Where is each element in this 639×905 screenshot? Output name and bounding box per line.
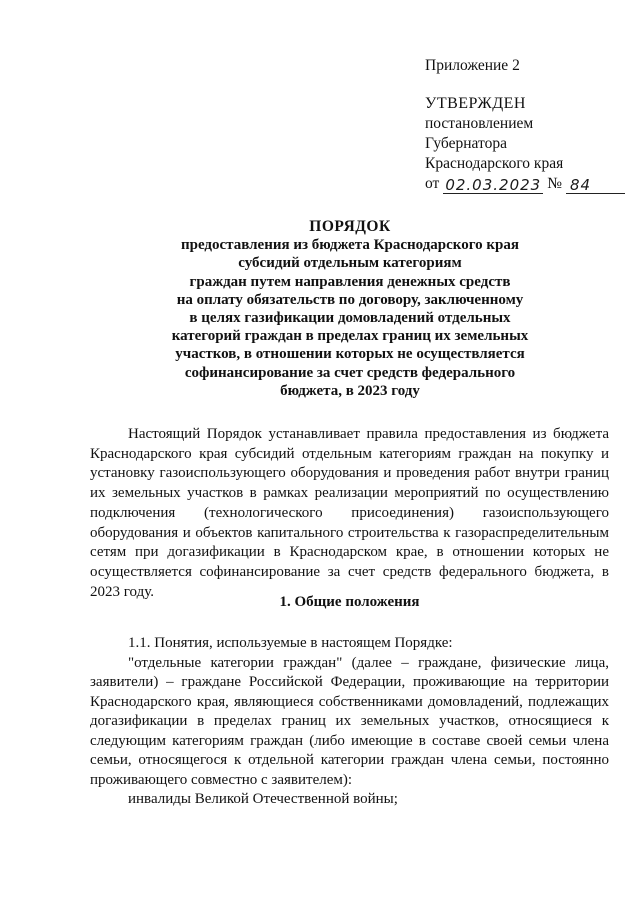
intro-paragraph: Настоящий Порядок устанавливает правила предоставления из бюджета Краснодарского края субсидий отдельным категориям граждан на покупку и установку газоиспользующего оборудования и проведения работ внутри границ их земельных участков в рамках реализации мероприятий по осуществлению подключения (технологического присоединения) газоиспользующего оборудования и объектов капитального строительства к газораспределительным сетям при догазификации в Краснодарском крае, в отношении которых не осуществляется софинансирование за счет средств федерального бюджета, в 2023 году. xyxy=(90,426,609,600)
category-item: инвалиды Великой Отечественной войны; xyxy=(128,791,398,807)
title-line: бюджета, в 2023 году xyxy=(280,382,420,399)
title-line: участков, в отношении которых не осуществляется xyxy=(175,346,525,363)
handwritten-date: 02.03.2023 xyxy=(445,176,542,194)
handwritten-number: 84 xyxy=(566,177,625,194)
title-line: софинансирование за счет средств федерального xyxy=(184,364,516,381)
approval-line-resolution: постановлением xyxy=(425,115,534,132)
section-body xyxy=(90,634,609,810)
title-line: субсидий отдельным категориям xyxy=(238,255,462,272)
title-line: в целях газификации домовладений отдельных xyxy=(189,310,511,327)
approval-line-region: Краснодарского края xyxy=(425,155,564,172)
title-line: категорий граждан в пределах границ их земельных xyxy=(171,328,529,345)
approval-date-line xyxy=(425,174,625,194)
approval-block xyxy=(425,56,625,194)
title-line: граждан путем направления денежных средств xyxy=(189,273,511,290)
title-main: ПОРЯДОК xyxy=(309,218,391,235)
appendix-label: Приложение 2 xyxy=(425,57,520,74)
date-prefix: от xyxy=(425,175,440,192)
approved-heading: УТВЕРЖДЕН xyxy=(425,95,526,112)
title-line: на оплату обязательств по договору, заключенному xyxy=(176,291,524,308)
title-line: предоставления из бюджета Краснодарского края xyxy=(180,237,520,254)
definitions-paragraph: 1.1. Понятия, используемые в настоящем Порядке: xyxy=(128,635,453,651)
citizen-categories-paragraph: "отдельные категории граждан" (далее – граждане, физические лица, заявители) – граждане Российской Федерации, проживающие на территории Краснодарского края, являющиеся собственниками домовладений, подлежащих догазификации в пределах границ их земельных участков, относящиеся к следующим категориям граждан (либо имеющие в составе своей семьи члена семьи, относящегося к отдельной категории граждан члена семьи, постоянно проживающего совместно с заявителем): xyxy=(90,654,609,788)
document-title xyxy=(100,218,600,400)
number-sign: № xyxy=(547,175,563,192)
approval-line-governor: Губернатора xyxy=(425,135,507,152)
section-heading: 1. Общие положения xyxy=(279,594,420,610)
